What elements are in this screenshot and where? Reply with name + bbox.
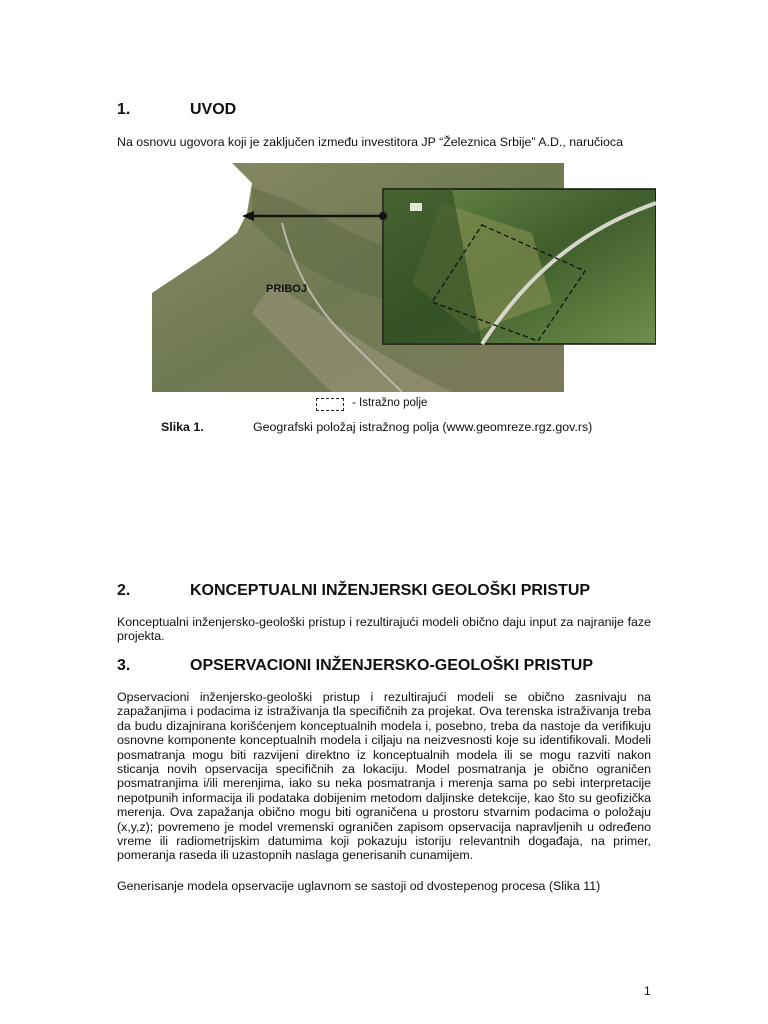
satellite-map-figure	[152, 163, 656, 392]
section-3-title: OPSERVACIONI INŽENJERSKO-GEOLOŠKI PRISTUP	[190, 657, 594, 674]
legend-dashed-box	[316, 398, 344, 411]
section-3-closing: Generisanje modela opservacije uglavnom se sastoji od dvostepenog procesa (Slika 11)	[117, 879, 601, 893]
section-2-number: 2.	[117, 582, 131, 599]
section-1-intro: Na osnovu ugovora koji je zaključen između investitora JP “Železnica Srbije” A.D., naručioca	[117, 135, 623, 149]
section-3-body: Opservacioni inženjersko-geološki pristup i rezultirajući modeli se obično zasnivaju na zapažanjima i podacima iz istraživanja tla specifičnih za projekat. Ova terenska istraživanja treba da budu dizajnirana korišćenjem konceptualnih modela i, posebno, treba da nastoje da verifikuju osnovne komponente konceptualnih modela i ciljaju na neizvesnosti koje su identifikovali. Modeli posmatranja mogu biti razvijeni direktno iz konceptualnih modela ili se mogu razviti nakon sticanja novih opservacija specifičnih za lokaciju. Model posmatranja je obično ograničen posmatranjima i/ili merenjima, iako su neka posmatranja i merenja sama po sebi interpretacije nepotpunih informacija ili podataka dobijenim metodom daljinske detekcije, kao što su geofizička merenja. Ova zapažanja obično mogu biti ograničena u prostoru stvarnim podacima o položaju (x,y,z); povremeno je model vremenski ograničen zapisom opservacija napravljenih u određeno vreme ili radiometrijskim datumima koji pokazuju istoriju relevantnih događaja, na primer, pomeranja raseda ili uzastopnih naslaga generisanih cunamijem.	[117, 690, 651, 863]
section-3-number: 3.	[117, 657, 131, 674]
figure-caption-label: Slika 1.	[161, 420, 204, 434]
page-number: 1	[644, 984, 651, 998]
section-2-body: Konceptualni inženjersko-geološki pristup i rezultirajući modeli obično daju input za najranije faze projekta.	[117, 615, 651, 644]
section-1-title: UVOD	[190, 101, 237, 118]
section-1-number: 1.	[117, 101, 131, 118]
map-city-label: PRIBOJ	[266, 283, 307, 295]
legend-label: - Istražno polje	[352, 397, 428, 409]
arrow-origin-dot	[379, 212, 387, 220]
section-2-title: KONCEPTUALNI INŽENJERSKI GEOLOŠKI PRISTUP	[190, 582, 591, 599]
inset-building	[410, 203, 422, 211]
figure-caption-text: Geografski položaj istražnog polja (www.geomreze.rgz.gov.rs)	[253, 420, 593, 434]
